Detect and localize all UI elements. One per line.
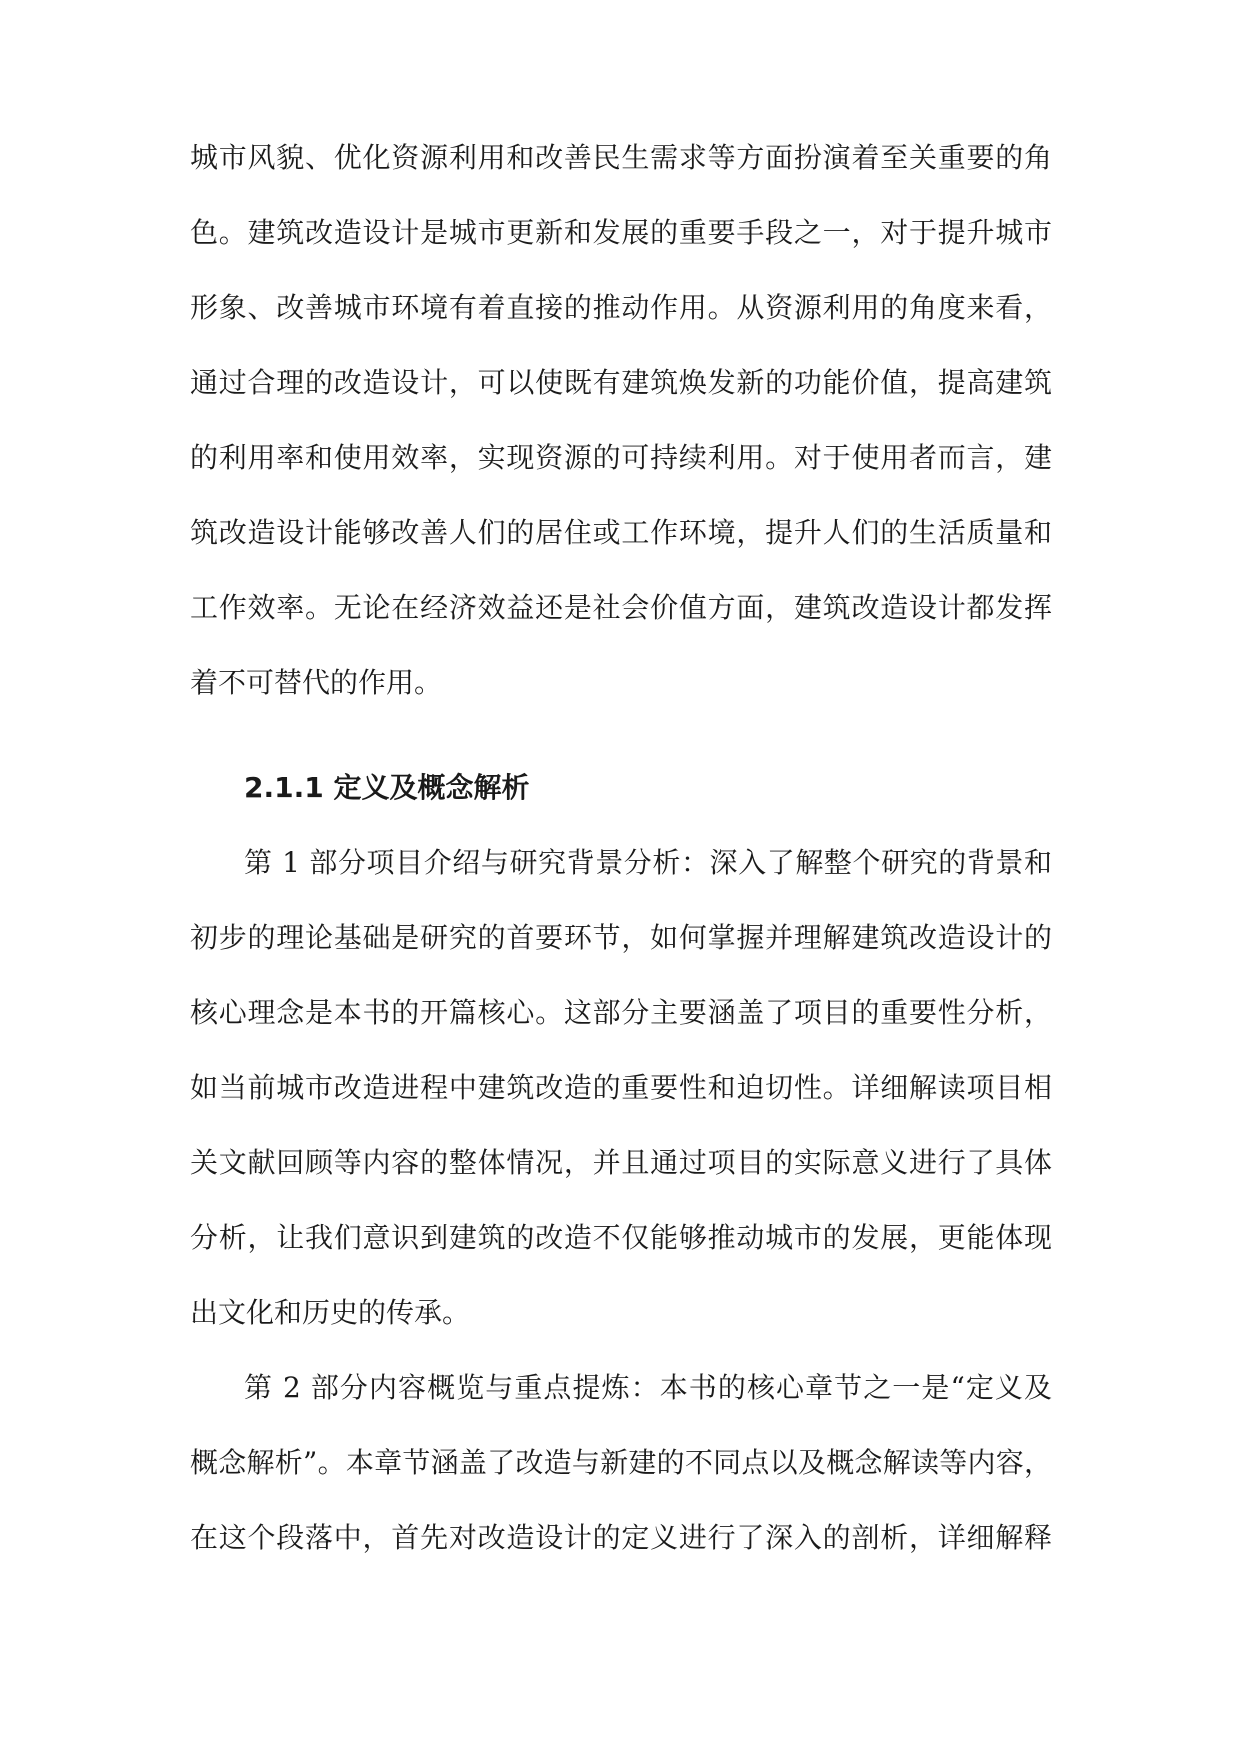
paragraph-line: 筑改造设计能够改善人们的居住或工作环境，提升人们的生活质量和 bbox=[190, 516, 1052, 549]
paragraph-line: 色。建筑改造设计是城市更新和发展的重要手段之一，对于提升城市 bbox=[190, 216, 1052, 249]
paragraph-line: 城市风貌、优化资源利用和改善民生需求等方面扮演着至关重要的角 bbox=[190, 141, 1052, 174]
paragraph-line: 初步的理论基础是研究的首要环节，如何掌握并理解建筑改造设计的 bbox=[190, 921, 1052, 954]
paragraph-line: 如当前城市改造进程中建筑改造的重要性和迫切性。详细解读项目相 bbox=[190, 1071, 1052, 1104]
section-heading: 2.1.1 定义及概念解析 bbox=[244, 771, 530, 804]
paragraph-line: 第 1 部分项目介绍与研究背景分析：深入了解整个研究的背景和 bbox=[244, 846, 1052, 879]
paragraph-line: 关文献回顾等内容的整体情况，并且通过项目的实际意义进行了具体 bbox=[190, 1146, 1052, 1179]
paragraph-line: 的利用率和使用效率，实现资源的可持续利用。对于使用者而言，建 bbox=[190, 441, 1052, 474]
paragraph-line: 出文化和历史的传承。 bbox=[190, 1296, 471, 1329]
paragraph-line: 第 2 部分内容概览与重点提炼：本书的核心章节之一是“定义及 bbox=[244, 1371, 1052, 1404]
paragraph-line: 概念解析”。本章节涵盖了改造与新建的不同点以及概念解读等内容， bbox=[190, 1446, 1052, 1479]
paragraph-line: 分析，让我们意识到建筑的改造不仅能够推动城市的发展，更能体现 bbox=[190, 1221, 1052, 1254]
paragraph-line: 在这个段落中，首先对改造设计的定义进行了深入的剖析，详细解释 bbox=[190, 1521, 1052, 1554]
paragraph-line: 着不可替代的作用。 bbox=[190, 666, 443, 699]
paragraph-line: 形象、改善城市环境有着直接的推动作用。从资源利用的角度来看， bbox=[190, 291, 1052, 324]
paragraph-line: 通过合理的改造设计，可以使既有建筑焕发新的功能价值，提高建筑 bbox=[190, 366, 1052, 399]
paragraph-line: 核心理念是本书的开篇核心。这部分主要涵盖了项目的重要性分析， bbox=[190, 996, 1052, 1029]
paragraph-line: 工作效率。无论在经济效益还是社会价值方面，建筑改造设计都发挥 bbox=[190, 591, 1052, 624]
